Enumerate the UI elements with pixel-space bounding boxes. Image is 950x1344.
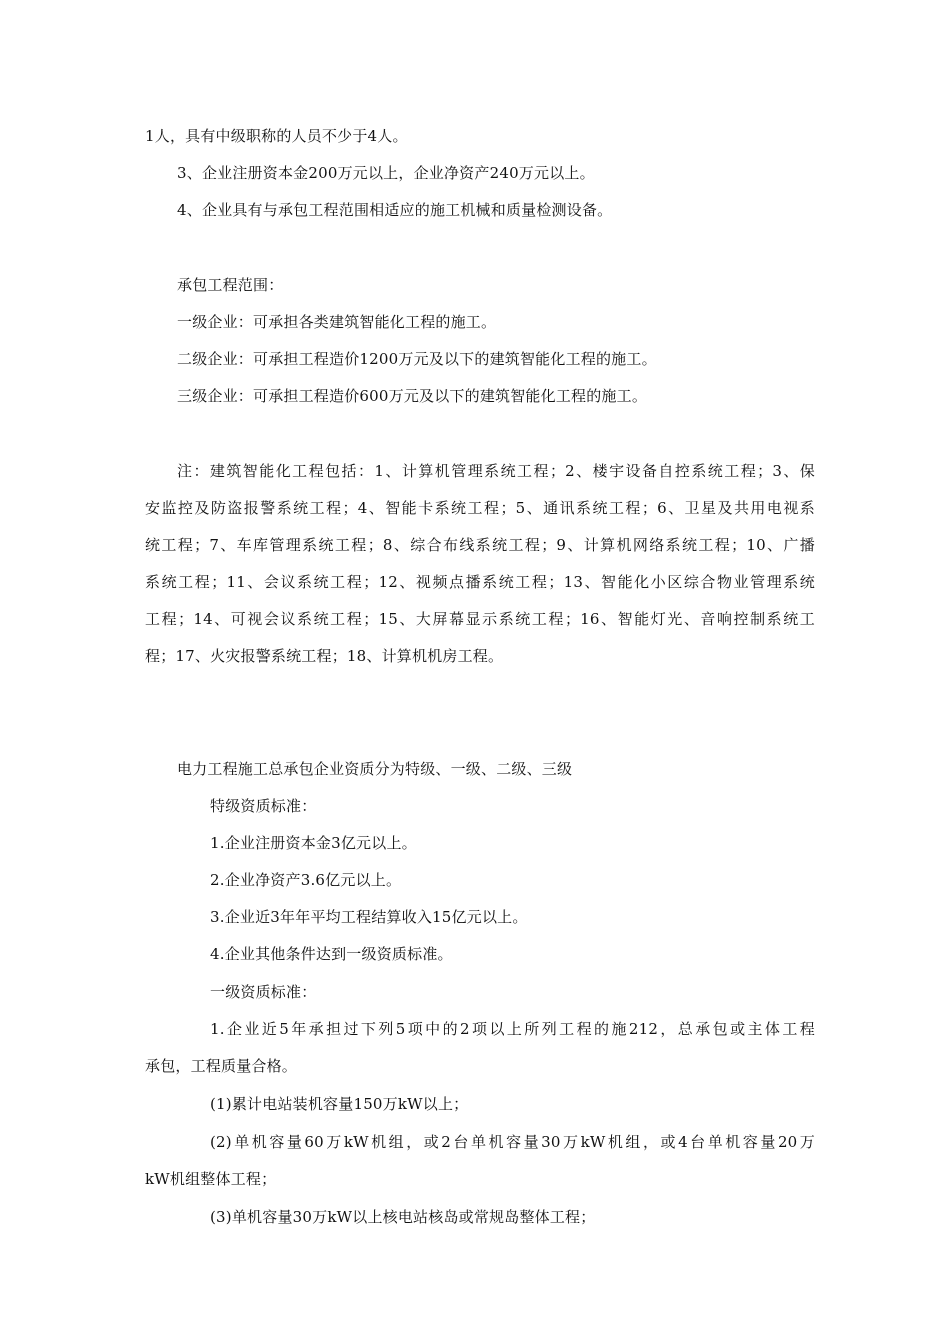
- text-line: 2.企业净资产3.6亿元以上。: [210, 871, 402, 889]
- text-line: 1.企业注册资本金3亿元以上。: [210, 834, 417, 852]
- text-line: (3)单机容量30万kW以上核电站核岛或常规岛整体工程；: [210, 1208, 596, 1226]
- text-line: 承包，工程质量合格。: [145, 1057, 298, 1075]
- note-line: 安监控及防盗报警系统工程；4、智能卡系统工程；5、通讯系统工程；6、卫星及共用电视系: [145, 499, 815, 517]
- text-line: (2)单机容量60万kW机组，或2台单机容量30万kW机组，或4台单机容量20万: [210, 1133, 815, 1151]
- text-line: 3、企业注册资本金200万元以上，企业净资产240万元以上。: [177, 164, 595, 182]
- subsection-heading: 一级资质标准：: [210, 983, 317, 1001]
- section-heading: 电力工程施工总承包企业资质分为特级、一级、二级、三级: [177, 760, 573, 778]
- note-line: 工程；14、可视会议系统工程；15、大屏幕显示系统工程；16、智能灯光、音响控制系统工: [145, 610, 815, 628]
- note-line: 系统工程；11、会议系统工程；12、视频点播系统工程；13、智能化小区综合物业管理系统: [145, 573, 815, 591]
- subsection-heading: 特级资质标准：: [210, 797, 317, 815]
- text-line: 1.企业近5年承担过下列5项中的2项以上所列工程的施212，总承包或主体工程: [210, 1020, 815, 1038]
- text-line: 三级企业：可承担工程造价600万元及以下的建筑智能化工程的施工。: [177, 387, 648, 405]
- note-line: 程；17、火灾报警系统工程；18、计算机机房工程。: [145, 647, 504, 665]
- text-line: 3.企业近3年年平均工程结算收入15亿元以上。: [210, 908, 528, 926]
- text-line: 一级企业：可承担各类建筑智能化工程的施工。: [177, 313, 497, 331]
- text-line: (1)累计电站装机容量150万kW以上；: [210, 1095, 469, 1113]
- text-line: 4.企业其他条件达到一级资质标准。: [210, 945, 453, 963]
- text-line: kW机组整体工程；: [145, 1170, 277, 1188]
- note-line: 统工程；7、车库管理系统工程；8、综合布线系统工程；9、计算机网络系统工程；10、广播: [145, 536, 815, 554]
- note-line: 注：建筑智能化工程包括：1、计算机管理系统工程；2、楼宇设备自控系统工程；3、保: [177, 462, 815, 480]
- text-line: 1人，具有中级职称的人员不少于4人。: [145, 127, 408, 145]
- text-line: 二级企业：可承担工程造价1200万元及以下的建筑智能化工程的施工。: [177, 350, 657, 368]
- section-heading: 承包工程范围：: [177, 276, 284, 294]
- text-line: 4、企业具有与承包工程范围相适应的施工机械和质量检测设备。: [177, 201, 613, 219]
